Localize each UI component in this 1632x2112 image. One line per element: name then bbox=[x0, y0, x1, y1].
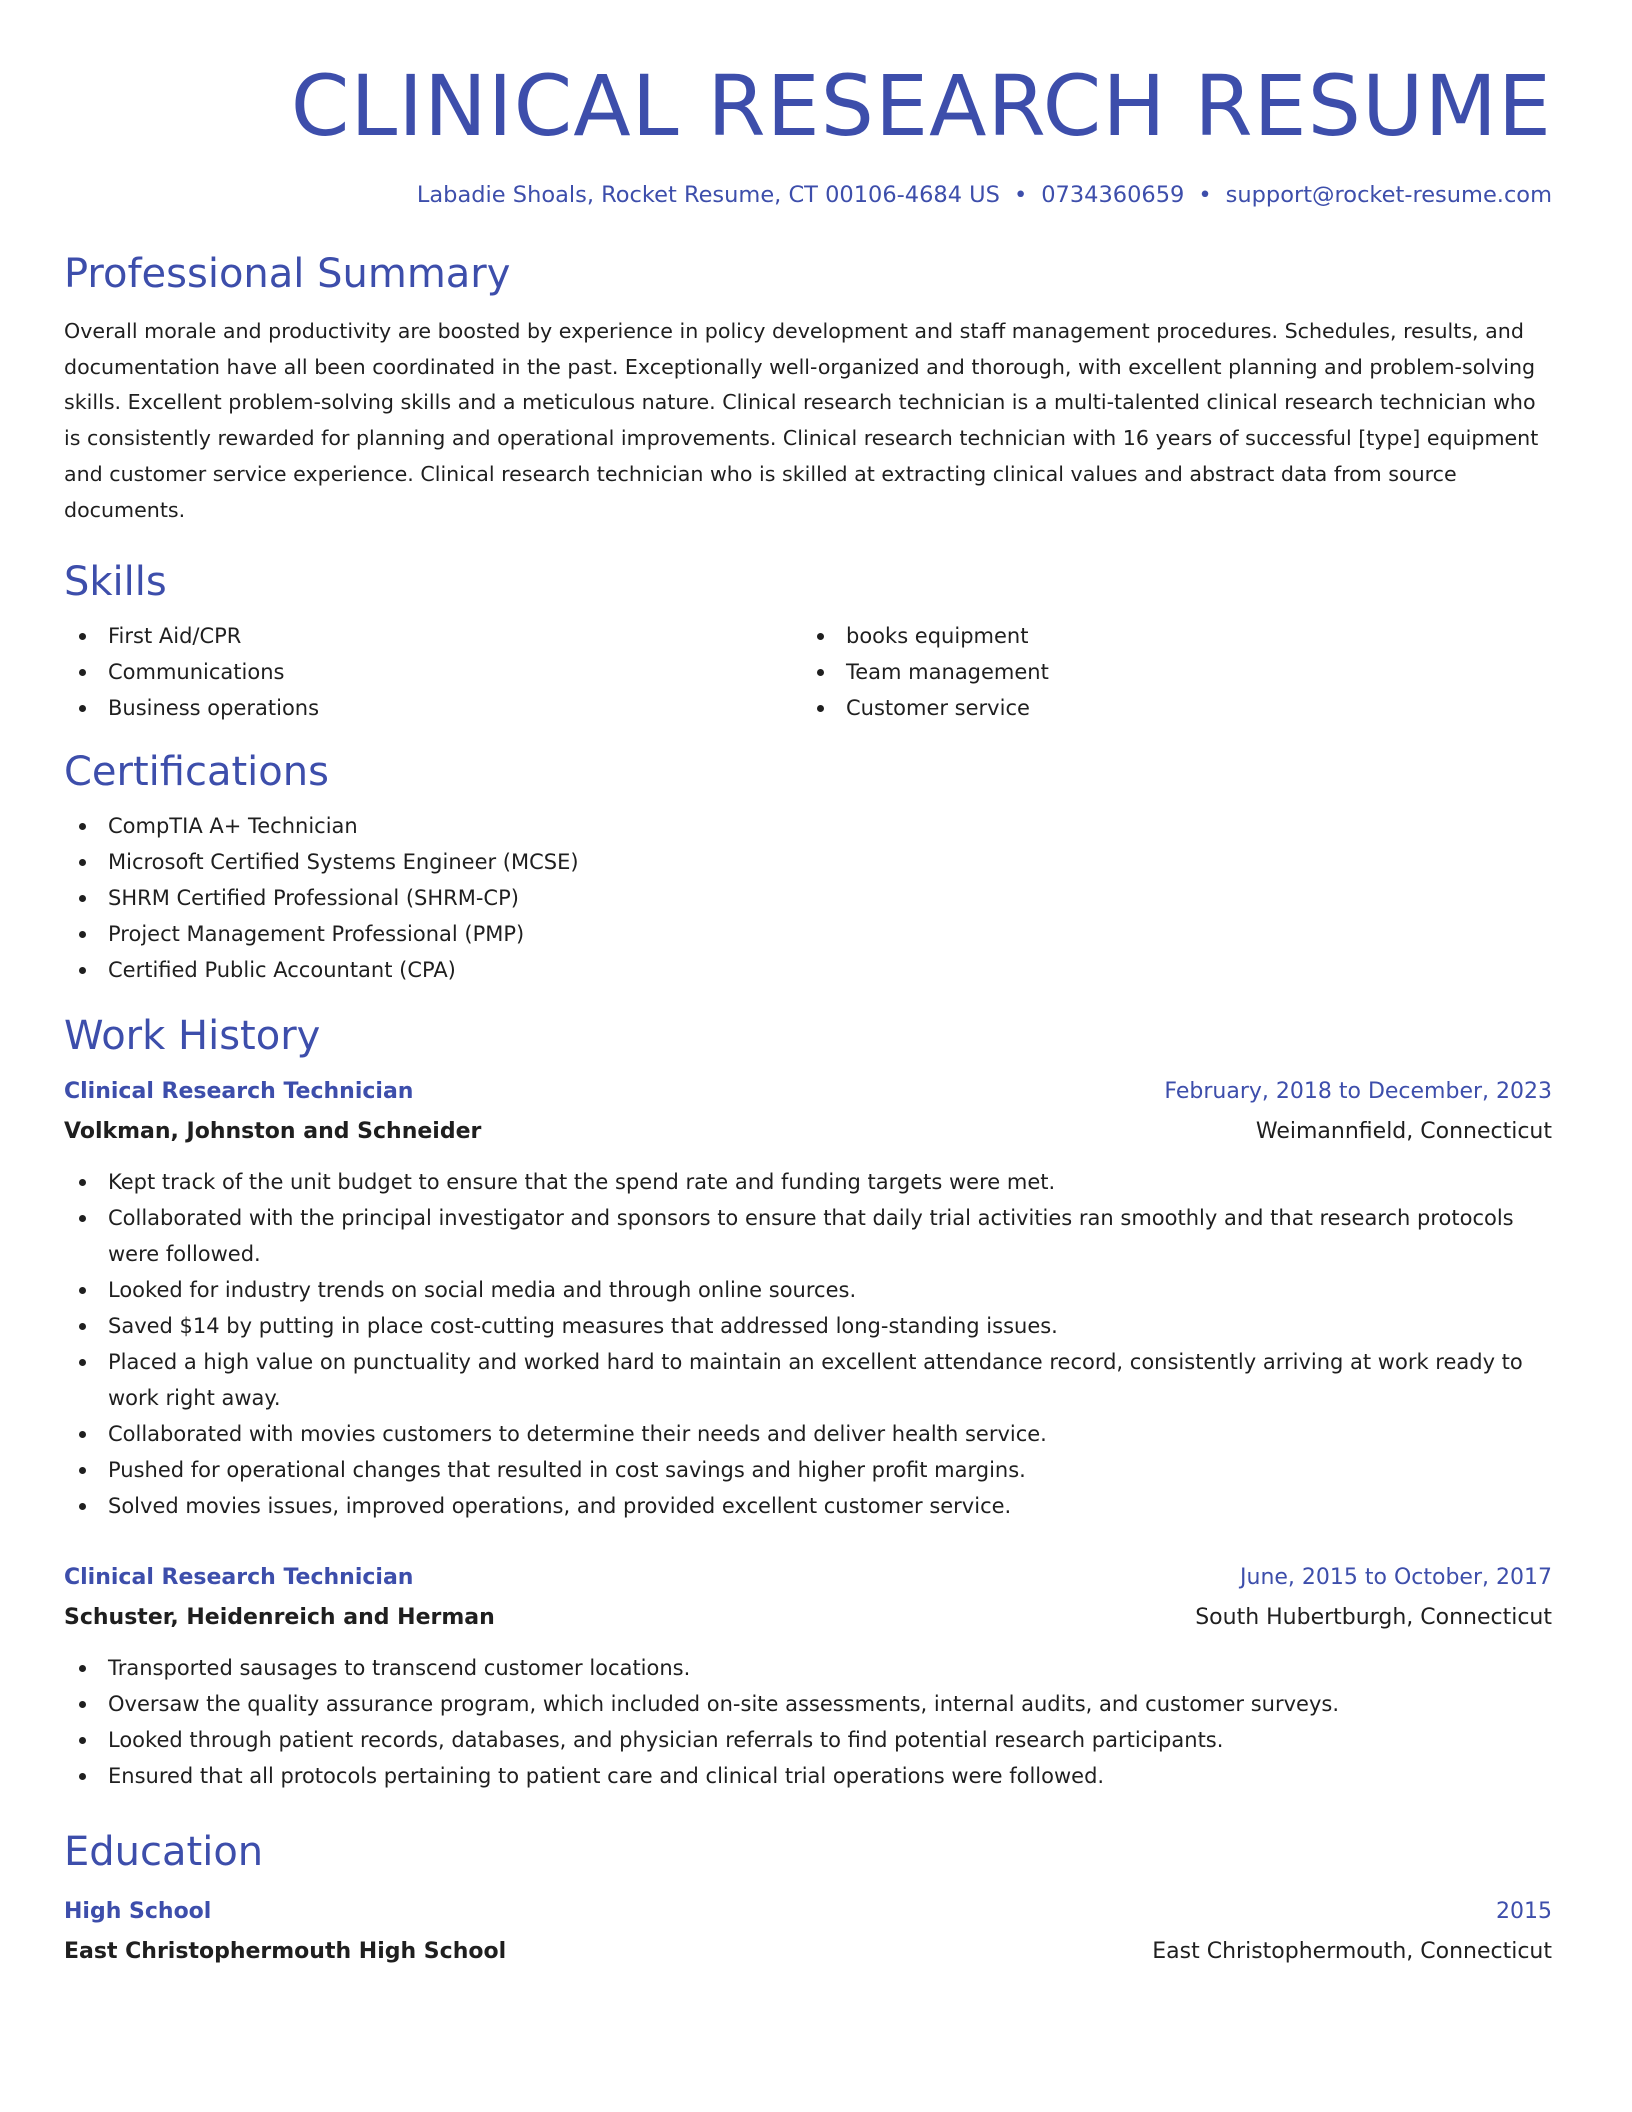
certification-item: CompTIA A+ Technician bbox=[64, 808, 1552, 844]
certification-item: Certified Public Accountant (CPA) bbox=[64, 952, 1552, 988]
education-degree: High School bbox=[64, 1899, 212, 1925]
education-school: East Christophermouth High School bbox=[64, 1939, 507, 1965]
skills-list-right bbox=[802, 618, 1502, 726]
job-header-row bbox=[64, 1558, 1552, 1598]
job-location: Weimannfield, Connecticut bbox=[1255, 1119, 1552, 1145]
work-history-heading: Work History bbox=[64, 1013, 321, 1060]
skill-item: First Aid/CPR bbox=[64, 618, 802, 654]
job-dates: June, 2015 to October, 2017 bbox=[1240, 1565, 1552, 1591]
job-employer-row bbox=[64, 1112, 1552, 1152]
job-duty: Looked for industry trends on social media and through online sources. bbox=[64, 1272, 1552, 1308]
certification-item: SHRM Certified Professional (SHRM-CP) bbox=[64, 880, 1552, 916]
job-duties-list bbox=[64, 1164, 1552, 1524]
job-duties-list bbox=[64, 1650, 1552, 1794]
work-history-section bbox=[64, 1012, 1552, 1794]
job-duty: Ensured that all protocols pertaining to patient care and clinical trial operations were followed. bbox=[64, 1758, 1552, 1794]
job-employer-row bbox=[64, 1598, 1552, 1638]
skill-item: Communications bbox=[64, 654, 802, 690]
job-duty: Kept track of the unit budget to ensure that the spend rate and funding targets were met. bbox=[64, 1164, 1552, 1200]
certification-item: Project Management Professional (PMP) bbox=[64, 916, 1552, 952]
contact-separator: • bbox=[1198, 182, 1212, 208]
job-duty: Solved movies issues, improved operations, and provided excellent customer service. bbox=[64, 1488, 1552, 1524]
education-heading: Education bbox=[64, 1829, 264, 1876]
skill-item: Customer service bbox=[802, 690, 1502, 726]
education-section bbox=[64, 1828, 1552, 1972]
certifications-section bbox=[64, 748, 1552, 988]
resume-header bbox=[64, 56, 1552, 210]
education-school-row bbox=[64, 1932, 1552, 1972]
job-location: South Hubertburgh, Connecticut bbox=[1195, 1605, 1552, 1631]
job-duty: Collaborated with movies customers to determine their needs and deliver health service. bbox=[64, 1416, 1552, 1452]
skills-heading: Skills bbox=[64, 559, 167, 606]
job-header-row bbox=[64, 1072, 1552, 1112]
education-location: East Christophermouth, Connecticut bbox=[1152, 1939, 1552, 1965]
summary-heading: Professional Summary bbox=[64, 251, 511, 297]
contact-address: Labadie Shoals, Rocket Resume, CT 00106-4684 US bbox=[416, 182, 1000, 208]
education-entry bbox=[64, 1892, 1552, 1972]
education-header-row bbox=[64, 1892, 1552, 1932]
education-year: 2015 bbox=[1496, 1899, 1552, 1925]
contact-line bbox=[64, 180, 1552, 210]
skills-section bbox=[64, 558, 1552, 726]
skills-list-left bbox=[64, 618, 802, 726]
certifications-heading: Certifications bbox=[64, 749, 329, 796]
job-dates: February, 2018 to December, 2023 bbox=[1164, 1079, 1552, 1105]
job-duty: Oversaw the quality assurance program, which included on-site assessments, internal audits, and customer surveys. bbox=[64, 1686, 1552, 1722]
job-title: Clinical Research Technician bbox=[64, 1565, 414, 1591]
contact-separator: • bbox=[1013, 182, 1028, 208]
summary-section bbox=[64, 250, 1552, 528]
job-duty: Transported sausages to transcend customer locations. bbox=[64, 1650, 1552, 1686]
skill-item: books equipment bbox=[802, 618, 1502, 654]
job-duty: Pushed for operational changes that resulted in cost savings and higher profit margins. bbox=[64, 1452, 1552, 1488]
skill-item: Business operations bbox=[64, 690, 802, 726]
contact-email[interactable]: support@rocket-resume.com bbox=[1225, 182, 1552, 208]
job-duty: Looked through patient records, databases, and physician referrals to find potential research participants. bbox=[64, 1722, 1552, 1758]
contact-phone: 0734360659 bbox=[1041, 182, 1185, 208]
job-entry bbox=[64, 1072, 1552, 1524]
certification-item: Microsoft Certified Systems Engineer (MCSE) bbox=[64, 844, 1552, 880]
job-duty: Saved $14 by putting in place cost-cutting measures that addressed long-standing issues. bbox=[64, 1308, 1552, 1344]
job-title: Clinical Research Technician bbox=[64, 1079, 414, 1105]
certifications-list bbox=[64, 808, 1552, 988]
job-entry bbox=[64, 1558, 1552, 1794]
job-duty: Placed a high value on punctuality and worked hard to maintain an excellent attendance record, consistently arriving at work ready to work right away. bbox=[64, 1344, 1552, 1416]
skills-grid bbox=[64, 618, 1552, 726]
skill-item: Team management bbox=[802, 654, 1502, 690]
resume-title: CLINICAL RESEARCH RESUME bbox=[290, 57, 1552, 155]
job-duty: Collaborated with the principal investigator and sponsors to ensure that daily trial activities ran smoothly and that research protocols were followed. bbox=[64, 1200, 1552, 1272]
job-employer: Schuster, Heidenreich and Herman bbox=[64, 1605, 495, 1631]
summary-text: Overall morale and productivity are boosted by experience in policy development and staff management procedures. Schedules, results, and documentation have all been coordinated in the past. Exceptionally well-organized and thorough, with excellent planning and problem-solving skills. Excellent problem-solving skills and a meticulous nature. Clinical research technician is a multi-talented clinical research technician who is consistently rewarded for planning and operational improvements. Clinical research technician with 16 years of successful [type] equipment and customer service experience. Clinical research technician who is skilled at extracting clinical values and abstract data from source documents. bbox=[64, 319, 1539, 522]
job-employer: Volkman, Johnston and Schneider bbox=[64, 1119, 482, 1145]
